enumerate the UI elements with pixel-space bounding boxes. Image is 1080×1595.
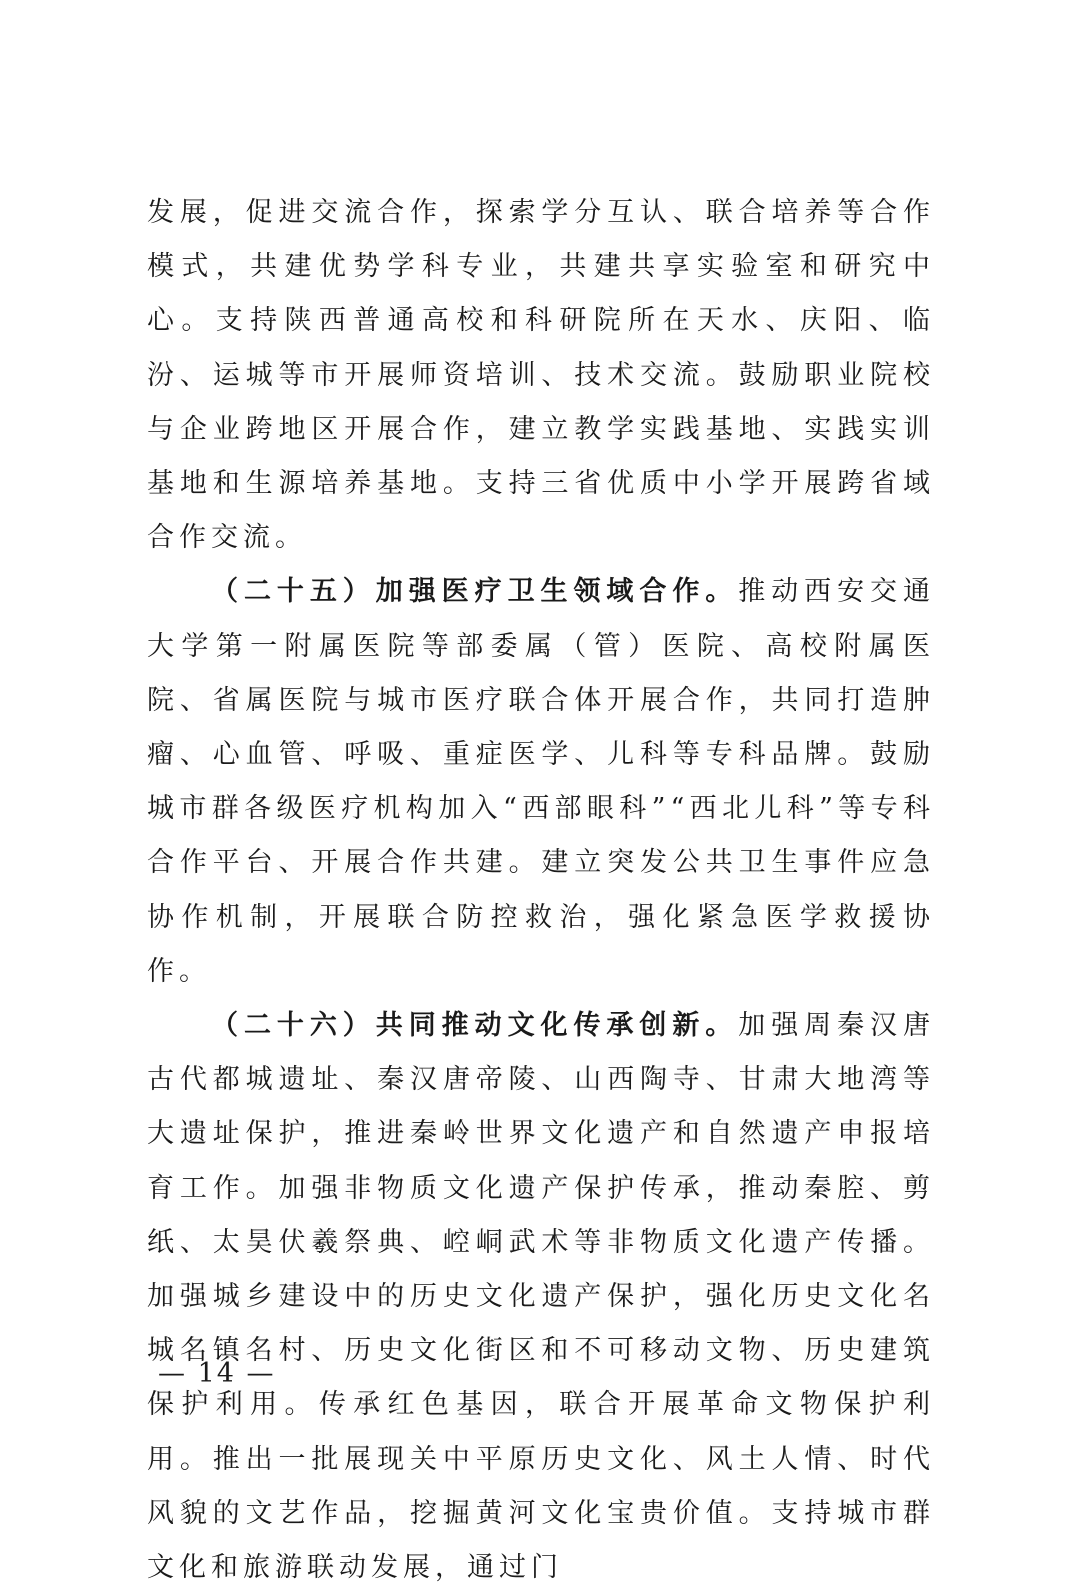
- paragraph-text: 发展，促进交流合作，探索学分互认、联合培养等合作模式，共建优势学科专业，共建共享实验室和研究中心。支持陕西普通高校和科研院所在天水、庆阳、临汾、运城等市开展师资培训、技术交流。鼓励职业院校与企业跨地区开展合作，建立教学实践基地、实践实训基地和生源培养基地。支持三省优质中小学开展跨省域合作交流。: [147, 197, 935, 554]
- paragraph-text: 加强周秦汉唐古代都城遗址、秦汉唐帝陵、山西陶寺、甘肃大地湾等大遗址保护，推进秦岭世界文化遗产和自然遗产申报培育工作。加强非物质文化遗产保护传承，推动秦腔、剪纸、太昊伏羲祭典、崆峒武术等非物质文化遗产传播。加强城乡建设中的历史文化遗产保护，强化历史文化名城名镇名村、历史文化街区和不可移动文物、历史建筑保护利用。传承红色基因，联合开展革命文物保护利用。推出一批展现关中平原历史文化、风土人情、时代风貌的文艺作品，挖掘黄河文化宝贵价值。支持城市群文化和旅游联动发展，通过门: [147, 1010, 936, 1584]
- section-heading-26: （二十六）共同推动文化传承创新。: [211, 1010, 739, 1042]
- paragraph-education-continued: [147, 186, 935, 565]
- paragraph-medical-cooperation: [147, 565, 935, 999]
- page-number: — 14 —: [158, 1358, 276, 1389]
- paragraph-text: 推动西安交通大学第一附属医院等部委属（管）医院、高校附属医院、省属医院与城市医疗联合体开展合作，共同打造肿瘤、心血管、呼吸、重症医学、儿科等专科品牌。鼓励城市群各级医疗机构加入“西部眼科”“西北儿科”等专科合作平台、开展合作共建。建立突发公共卫生事件应急协作机制，开展联合防控救治，强化紧急医学救援协作。: [147, 576, 936, 987]
- section-heading-25: （二十五）加强医疗卫生领域合作。: [211, 576, 739, 608]
- paragraph-cultural-heritage: [147, 999, 935, 1595]
